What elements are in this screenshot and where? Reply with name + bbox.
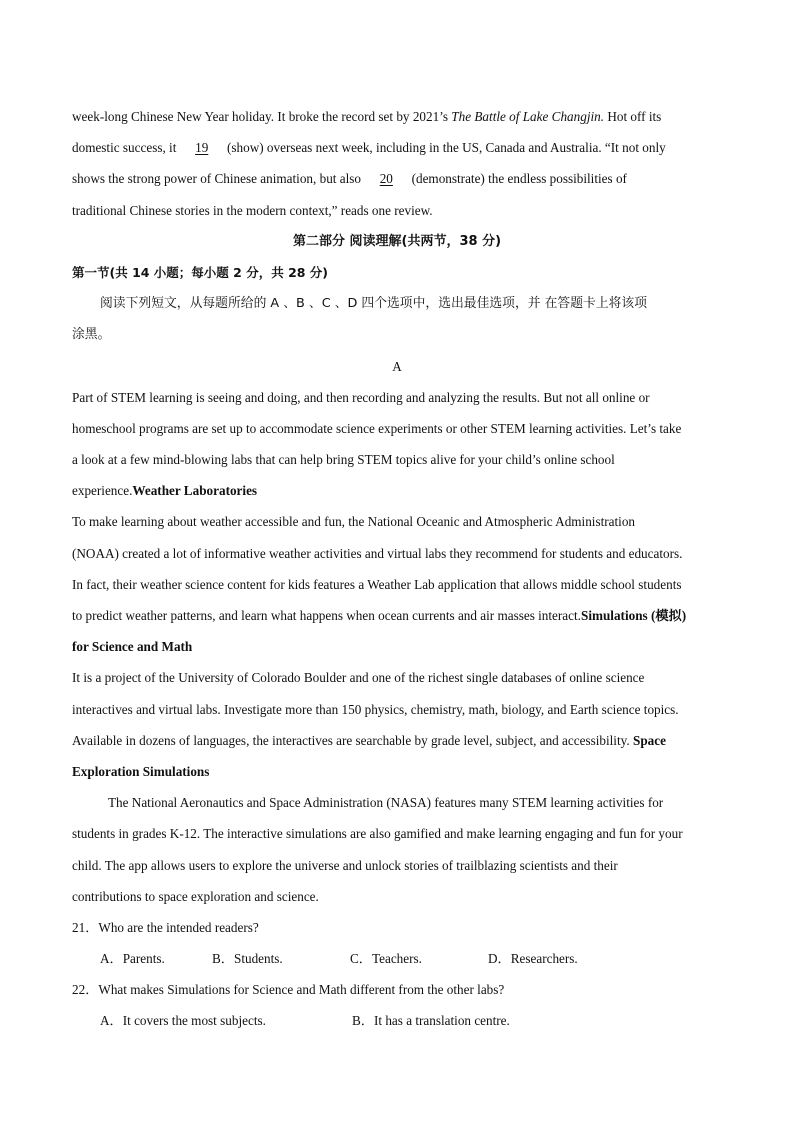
paragraph-line <box>72 725 722 756</box>
cloze-text: (show) overseas next week, including in the US, Canada and Australia. “It not only <box>223 140 666 156</box>
paragraph-line: (NOAA) created a lot of informative weather activities and virtual labs they recommend for students and educators. <box>72 545 683 561</box>
cloze-line-3 <box>72 163 722 194</box>
paragraph-line: students in grades K-12. The interactive simulations are also gamified and make learning engaging and fun for your <box>72 826 683 842</box>
heading-simulations-cont: for Science and Math <box>72 639 193 655</box>
question-22-stem: 22．What makes Simulations for Science and Math different from the other labs? <box>72 982 505 998</box>
paragraph-line: contributions to space exploration and science. <box>72 888 319 904</box>
paragraph-text: Available in dozens of languages, the interactives are searchable by grade level, subject, and accessibility. <box>72 732 630 748</box>
paragraph-line: To make learning about weather accessible and fun, the National Oceanic and Atmospheric Administration <box>72 514 636 530</box>
cloze-line-2 <box>72 132 722 163</box>
paragraph-line: interactives and virtual labs. Investigate more than 150 physics, chemistry, math, biology, and Earth science topics. <box>72 701 679 717</box>
paragraph-line: a look at a few mind-blowing labs that can help bring STEM topics alive for your child’s online school <box>72 452 615 468</box>
question-22-options <box>72 1005 722 1036</box>
instruction-line-2: 涂黑。 <box>72 327 111 343</box>
paragraph-line: Part of STEM learning is seeing and doing, and then recording and analyzing the results. But not all online or <box>72 389 650 405</box>
paragraph-line: homeschool programs are set up to accommodate science experiments or other STEM learning activities. Let’s take <box>72 420 682 436</box>
film-title: The Battle of Lake Changjin. <box>451 109 605 124</box>
heading-simulations: Simulations (模拟) <box>580 608 687 623</box>
heading-space-cont: Exploration Simulations <box>72 763 210 779</box>
passage-label: A <box>392 358 402 374</box>
option-b[interactable]: B．It has a translation centre. <box>352 1013 510 1029</box>
cloze-text: Hot off its <box>604 109 662 124</box>
paragraph-line: The National Aeronautics and Space Administration (NASA) features many STEM learning activities for <box>108 795 664 811</box>
instruction-line-1: 阅读下列短文，从每题所给的 A 、B 、C 、D 四个选项中，选出最佳选项，并 在答题卡上将该项 <box>100 296 648 312</box>
option-a[interactable]: A．Parents. <box>100 951 165 967</box>
option-d[interactable]: D．Researchers. <box>488 951 578 967</box>
cloze-text: shows the strong power of Chinese animation, but also <box>72 171 365 187</box>
cloze-line-4: traditional Chinese stories in the modern context,” reads one review. <box>72 202 433 218</box>
paragraph-line <box>72 600 722 631</box>
cloze-text: week-long Chinese New Year holiday. It broke the record set by 2021’s <box>72 109 452 124</box>
question-21-stem: 21．Who are the intended readers? <box>72 919 259 935</box>
heading-space: Space <box>632 732 666 748</box>
paragraph-text: experience. <box>72 483 133 499</box>
part-title: 第二部分 阅读理解(共两节，38 分) <box>292 233 502 249</box>
heading-weather-laboratories: Weather Laboratories <box>132 483 258 499</box>
option-c[interactable]: C．Teachers. <box>350 951 422 967</box>
paragraph-line: In fact, their weather science content for kids features a Weather Lab application that allows middle school students <box>72 576 682 592</box>
cloze-text: (demonstrate) the endless possibilities of <box>408 171 627 187</box>
cloze-text: domestic success, it <box>72 140 180 156</box>
question-21-options <box>72 943 722 974</box>
blank-19[interactable]: 19 <box>195 140 209 156</box>
paragraph-text: to predict weather patterns, and learn what happens when ocean currents and air masses interact. <box>72 608 581 623</box>
option-b[interactable]: B．Students. <box>212 951 283 967</box>
section-title: 第一节(共 14 小题；每小题 2 分，共 28 分) <box>72 264 329 280</box>
document-page <box>72 101 722 1037</box>
blank-20[interactable]: 20 <box>379 171 393 187</box>
paragraph-line: It is a project of the University of Colorado Boulder and one of the richest single databases of online science <box>72 670 645 686</box>
cloze-line-1 <box>72 101 722 132</box>
paragraph-line <box>72 475 722 506</box>
option-a[interactable]: A．It covers the most subjects. <box>100 1013 266 1029</box>
paragraph-line: child. The app allows users to explore the universe and unlock stories of trailblazing scientists and their <box>72 857 618 873</box>
